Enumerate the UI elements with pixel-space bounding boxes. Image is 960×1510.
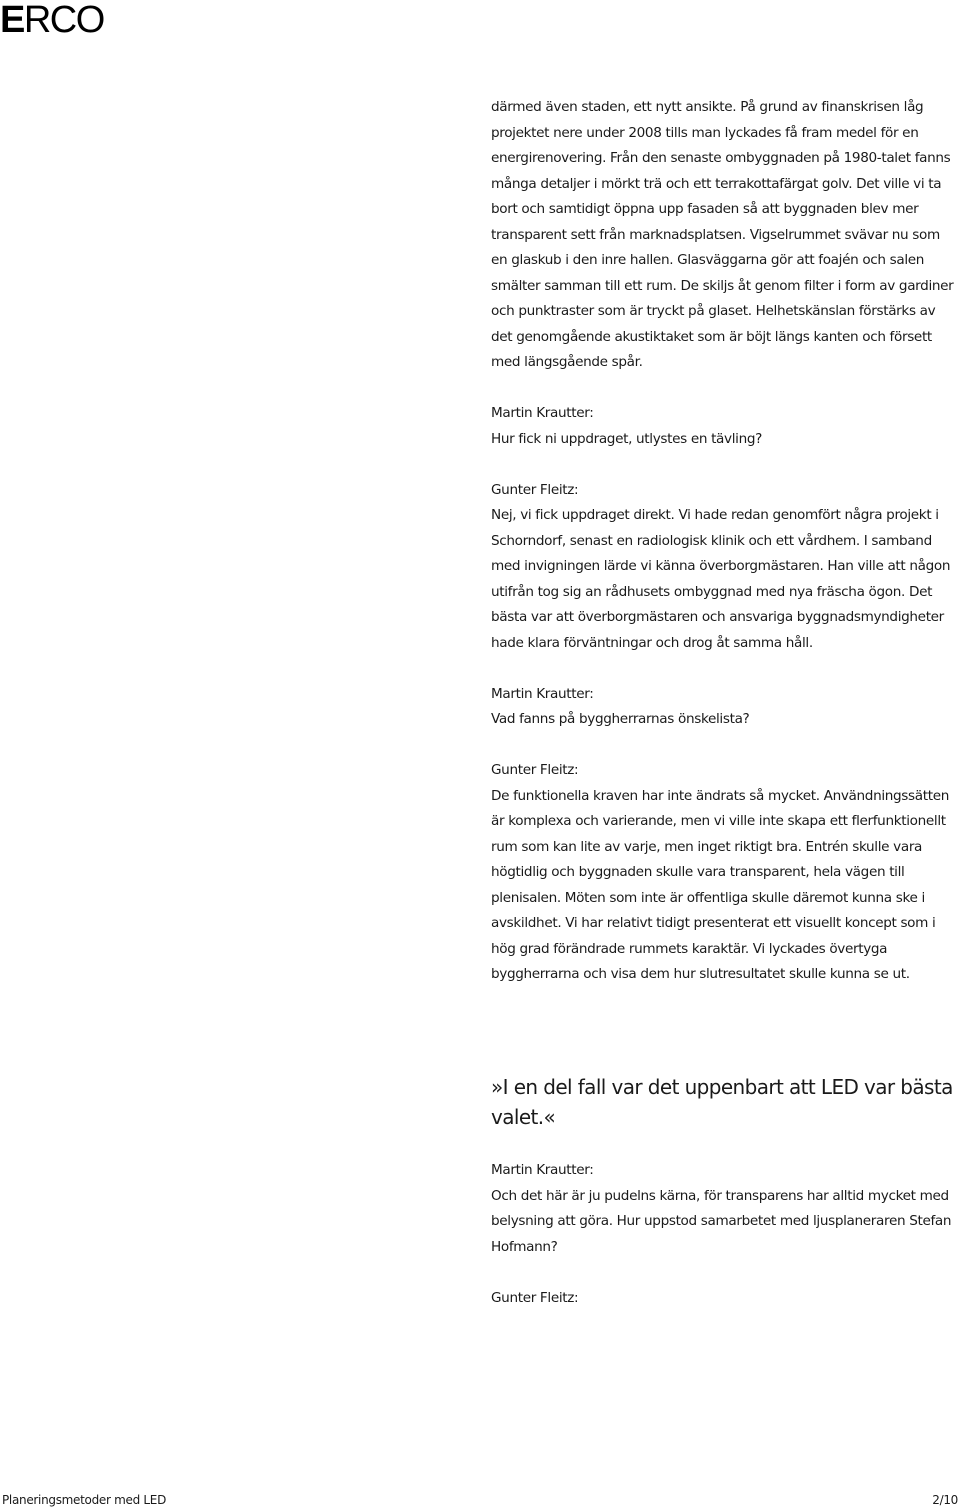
answer-2 — [491, 758, 960, 988]
erco-logo — [0, 0, 104, 40]
footer-document-title: Planeringsmetoder med LED — [2, 1493, 167, 1507]
answer-1 — [491, 478, 960, 657]
speaker-label: Martin Krautter: — [491, 685, 594, 702]
logo-letter-bold: E — [0, 0, 24, 41]
pull-quote: »I en del fall var det uppenbart att LED var bästa valet.« — [491, 1075, 953, 1129]
speaker-label: Gunter Fleitz: — [491, 1289, 579, 1306]
question-text: Och det här är ju pudelns kärna, för transparens har alltid mycket med belysning att göra. Hur uppstod samarbetet med ljusplaneraren Stefan Hofmann? — [491, 1187, 952, 1255]
speaker-label: Gunter Fleitz: — [491, 481, 579, 498]
question-2 — [491, 682, 960, 733]
speaker-label: Martin Krautter: — [491, 405, 594, 421]
logo-letters-light: RCO — [23, 0, 104, 41]
article-body-continued — [491, 1158, 960, 1311]
question-text: Vad fanns på byggherrarnas önskelista? — [491, 711, 750, 727]
answer-text: De funktionella kraven har inte ändrats så mycket. Användningssätten är komplexa och varierande, men vi ville inte skapa ett flerfunktionellt rum som kan lite av varje, men inget riktigt bra. Entrén skulle vara högtidlig och byggnaden skulle vara transparent, hela vägen till plenisalen. Möten som inte är offentliga skulle däremot kunna ske i avskildhet. Vi har relativt tidigt presenterat ett visuellt koncept som i hög grad förändrade rummets karaktär. Vi lyckades övertyga byggherrarna och visa dem hur slutresultatet skulle kunna se ut. — [491, 787, 949, 982]
paragraph-intro: därmed även staden, ett nytt ansikte. På grund av finanskrisen låg projektet nere under 2008 tills man lyckades få fram medel för en energirenovering. Från den senaste ombyggnaden på 1980-talet fanns många detaljer i mörkt trä och ett terrakottafärgat golv. Det ville vi ta bort och samtidigt öppna upp fasaden så att byggnaden blev mer transparent sett från marknadsplatsen. Vigselrummet svävar nu som en glaskub i den inre hallen. Glasväggarna gör att foajén och salen smälter samman till ett rum. De skiljs åt genom filter i form av gardiner och punktraster som är tryckt på glaset. Helhetskänslan förstärks av det genomgående akustiktaket som är böjt längs kanten och försett med längsgående spår. — [491, 99, 954, 370]
speaker-label: Martin Krautter: — [491, 1162, 594, 1178]
article-body — [491, 95, 960, 988]
question-3 — [491, 1158, 960, 1260]
question-text: Hur fick ni uppdraget, utlystes en tävling? — [491, 430, 762, 447]
question-1 — [491, 401, 960, 452]
footer-page-number: 2/10 — [932, 1493, 958, 1507]
answer-3 — [491, 1286, 960, 1312]
answer-text: Nej, vi fick uppdraget direkt. Vi hade redan genomfört några projekt i Schorndorf, senast en radiologisk klinik och ett vårdhem. I samband med invigningen lärde vi känna överborgmästaren. Han ville att någon utifrån tog sig an rådhusets ombyggnad med nya fräscha ögon. Det bästa var att överborgmästaren och ansvariga byggnadsmyndigheter hade klara förväntningar och drog åt samma håll. — [491, 507, 951, 651]
speaker-label: Gunter Fleitz: — [491, 762, 579, 778]
